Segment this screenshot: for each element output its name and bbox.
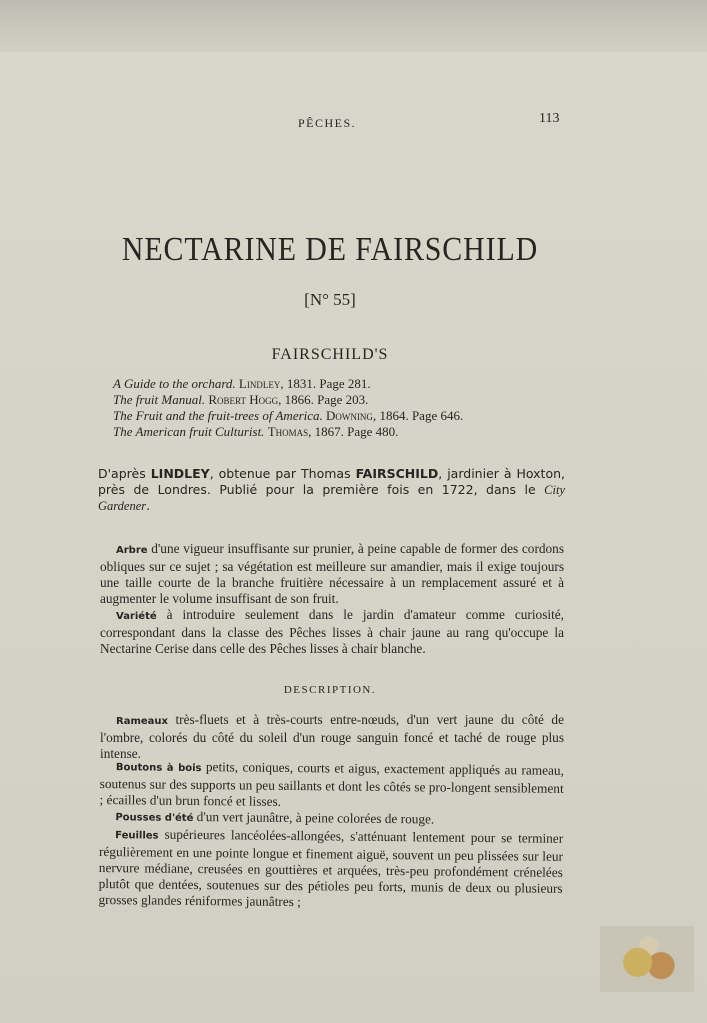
pousses-paragraph: Pousses d'été d'un vert jaunâtre, à peine colorées de rouge. (115, 808, 435, 827)
fruit-thumbnail-image (600, 926, 694, 992)
reference-item: The American fruit Culturist. Thomas, 1867. Page 480. (113, 424, 399, 439)
description-heading: DESCRIPTION. (283, 684, 377, 696)
tree-paragraphs (100, 541, 564, 657)
arbre-paragraph: Arbre d'une vigueur insuffisante sur prunier, à peine capable de former des cordons obliques sur ce sujet ; sa végétation est meilleure sur amandier, mais il exige toujours une taille courte de la branche fruitière nécessaire à un remplacement assuré et à augmenter le volume insuffisant de son fruit. (100, 541, 564, 606)
variety-number: [N° 55] (304, 290, 356, 309)
reference-item: A Guide to the orchard. Lindley, 1831. Page 281. (113, 376, 371, 391)
synonym-heading: FAIRSCHILD'S (271, 346, 389, 363)
origin-paragraph: D'après LINDLEY, obtenue par Thomas FAIRSCHILD, jardinier à Hoxton, près de Londres. Publié pour la première fois en 1722, dans le City Gardener. (98, 466, 565, 513)
boutons-paragraph: Boutons à bois petits, coniques, courts et aigus, exactement appliqués au rameau, soutenus sur des supports un peu saillants et dont les côtés se pro-longent sensiblement ; écailles d'un brun foncé et lisses. (99, 759, 564, 809)
feuilles-paragraph: Feuilles supérieures lancéolées-allongées, s'atténuant lentement pour se terminer régulièrement en une pointe longue et finement aiguë, souvent un peu plissées sur leur nervure médiane, creusées en gouttières et arquées, très-peu profondément crénelées plutôt que dentées, soutenues sur des pétioles peu forts, munis de deux ou plusieurs grosses glandes réniformes jaunâtres ; (98, 826, 564, 910)
variete-paragraph: Variété à introduire seulement dans le jardin d'amateur comme curiosité, correspondant dans la classe des Pêches lisses à chair jaune au rang qu'occupe la Nectarine Cerise dans celle des Pêches lisses à chair blanche. (100, 607, 564, 656)
running-head: PÊCHES. (298, 116, 357, 130)
page-number: 113 (539, 111, 560, 126)
reference-item: The Fruit and the fruit-trees of America. Downing, 1864. Page 646. (113, 408, 464, 423)
page-title: NECTARINE DE FAIRSCHILD (121, 230, 539, 268)
rameaux-paragraph: Rameaux très-fluets et à très-courts entre-nœuds, d'un vert jaune du côté de l'ombre, colorés du côté du soleil d'un rouge sanguin foncé et taché de rouge plus intense. (100, 712, 564, 761)
description-paragraphs (98, 758, 564, 913)
reference-item: The fruit Manual. Robert Hogg, 1866. Page 203. (113, 392, 369, 407)
reference-list (113, 376, 463, 440)
page-top-shadow (0, 0, 707, 52)
